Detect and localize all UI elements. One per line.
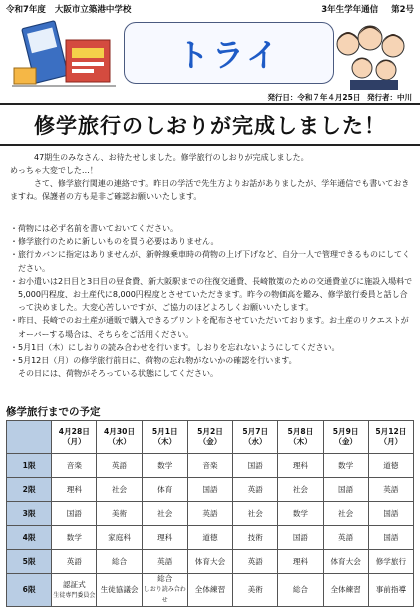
schedule-cell: 国語 [368, 502, 413, 526]
period-row [7, 478, 414, 502]
schedule-cell: 修学旅行 [368, 550, 413, 574]
day-header: 5月7日 （水） [233, 421, 278, 454]
schedule-cell: 社会 [97, 478, 142, 502]
students-illustration [330, 18, 414, 90]
banner [6, 18, 414, 90]
schedule-cell: 道徳 [187, 526, 232, 550]
schedule-title: 修学旅行までの予定 [6, 406, 101, 418]
divider [0, 144, 420, 146]
schedule-cell: 生徒協議会 [97, 574, 142, 607]
note-item: ・お小遣いは2日目と3日目の昼食費、新大阪駅までの往復交通費、長崎散策のための交通費並びに施設入場料で5,000円程度、お土産代に8,000円程度とさせていただきます。昨今の物価高を鑑み、修学旅行委員と話し合って決めました。大変心苦しいですが、ご協力のほどよろしくお願いいたします。 [10, 276, 413, 313]
period-row [7, 574, 414, 607]
schedule-cell: 社会 [278, 478, 323, 502]
newsletter-name: 3年生学年通信 [321, 5, 379, 15]
schedule-cell: 英語 [97, 454, 142, 478]
schedule-cell: 音楽 [52, 454, 97, 478]
note-item: ・修学旅行のために新しいものを買う必要はありません。 [10, 237, 219, 247]
issue-date: 発行日：令和７年４月25日 [267, 93, 361, 102]
issue-number: 第2号 [391, 5, 414, 15]
period-label: 6限 [7, 574, 52, 607]
schedule-cell: 認証式 生徒専門委員会 [52, 574, 97, 607]
schedule-cell: 数学 [52, 526, 97, 550]
schedule-cell: 家庭科 [97, 526, 142, 550]
schedule-cell: 英語 [323, 526, 368, 550]
schedule-cell: 国語 [278, 526, 323, 550]
schedule-cell: 国語 [233, 454, 278, 478]
schedule-cell: 国語 [323, 478, 368, 502]
schedule-cell: 英語 [233, 478, 278, 502]
schedule-cell: 数学 [278, 502, 323, 526]
schedule-cell: 体育 [142, 478, 187, 502]
period-label: 1限 [7, 454, 52, 478]
schedule-cell: 理科 [278, 454, 323, 478]
schedule-cell: 国語 [187, 478, 232, 502]
schedule-cell: 総合 [97, 550, 142, 574]
period-row [7, 454, 414, 478]
note-item: その日には、荷物がそろっている状態にしてください。 [10, 369, 218, 379]
day-header: 5月9日 （金） [323, 421, 368, 454]
day-header: 5月12日 （月） [368, 421, 413, 454]
period-label: 4限 [7, 526, 52, 550]
school-name: 大阪市立築港中学校 [54, 5, 132, 15]
schedule-cell: 社会 [323, 502, 368, 526]
guidebook-illustration [10, 20, 120, 90]
schedule-cell: 社会 [233, 502, 278, 526]
publisher: 発行者：中川 [367, 93, 412, 102]
schedule-cell: 理科 [52, 478, 97, 502]
period-label: 3限 [7, 502, 52, 526]
day-header: 4月28日 （月） [52, 421, 97, 454]
note-item: ・5月1日（木）にしおりの読み合わせを行います。しおりを忘れないようにしてください。 [10, 342, 340, 352]
note-item: ・5月12日（月）の修学旅行前日に、荷物の忘れ物がないかの確認を行います。 [10, 356, 297, 366]
schedule-cell: 体育大会 [187, 550, 232, 574]
issue-info [263, 92, 412, 103]
header-right [311, 3, 414, 15]
day-header: 5月2日 （金） [187, 421, 232, 454]
period-row [7, 550, 414, 574]
intro-paragraph: さて、修学旅行関連の連絡です。昨日の学活で先生方よりお話がありましたが、学年通信でも書いておきますね。保護者の方も是非ご確認お願いいたします。 [10, 179, 410, 201]
school-year: 令和7年度 [6, 5, 46, 15]
schedule-cell: 技術 [233, 526, 278, 550]
schedule-cell: 英語 [233, 550, 278, 574]
divider [0, 103, 420, 105]
intro-section [10, 151, 414, 203]
schedule-cell: 理科 [142, 526, 187, 550]
headline: 修学旅行のしおりが完成しました！ [34, 114, 386, 138]
schedule-cell: 美術 [233, 574, 278, 607]
schedule-cell: 数学 [142, 454, 187, 478]
schedule-cell: 事前指導 [368, 574, 413, 607]
period-row [7, 502, 414, 526]
schedule-cell: 道徳 [368, 454, 413, 478]
notes-list [10, 222, 414, 380]
schedule-corner [7, 421, 52, 454]
period-label: 2限 [7, 478, 52, 502]
day-header: 5月1日 （木） [142, 421, 187, 454]
schedule-cell: 総合 しおり読み合わせ [142, 574, 187, 607]
newsletter-title-box [124, 22, 334, 84]
schedule-cell: 数学 [323, 454, 368, 478]
period-label: 5限 [7, 550, 52, 574]
schedule-cell: 全体練習 [323, 574, 368, 607]
header-row [6, 3, 414, 17]
schedule-header-row [7, 421, 414, 454]
schedule-cell: 英語 [368, 478, 413, 502]
schedule-cell: 国語 [52, 502, 97, 526]
schedule-cell: 体育大会 [323, 550, 368, 574]
period-row [7, 526, 414, 550]
newsletter-title: トライ [176, 36, 282, 74]
note-item: ・旅行カバンに指定はありませんが、新幹線乗車時の荷物の上げ下げなど、自分一人で管理できるものにしてください。 [10, 250, 410, 273]
schedule-cell: 英語 [142, 550, 187, 574]
schedule-cell: 国語 [368, 526, 413, 550]
schedule-table [6, 420, 414, 607]
header-left [6, 3, 137, 15]
schedule-cell: 英語 [52, 550, 97, 574]
schedule-cell: 社会 [142, 502, 187, 526]
intro-paragraph: 47期生のみなさん、お待たせしました。修学旅行のしおりが完成しました。 [34, 153, 309, 162]
schedule-cell: 美術 [97, 502, 142, 526]
note-item: ・昨日、長崎でのお土産が通販で購入できるプリントを配布させていただいております。お土産のリクエストがオーバーする場合は、そちらをご活用ください。 [10, 316, 409, 339]
intro-paragraph: めっちゃ大変でした…！ [10, 166, 98, 175]
schedule-cell: 英語 [187, 502, 232, 526]
schedule-cell: 総合 [278, 574, 323, 607]
day-header: 5月8日 （木） [278, 421, 323, 454]
schedule-cell: 理科 [278, 550, 323, 574]
schedule-cell: 全体練習 [187, 574, 232, 607]
day-header: 4月30日 （水） [97, 421, 142, 454]
note-item: ・荷物には必ず名前を書いておいてください。 [10, 224, 178, 233]
schedule-cell: 音楽 [187, 454, 232, 478]
